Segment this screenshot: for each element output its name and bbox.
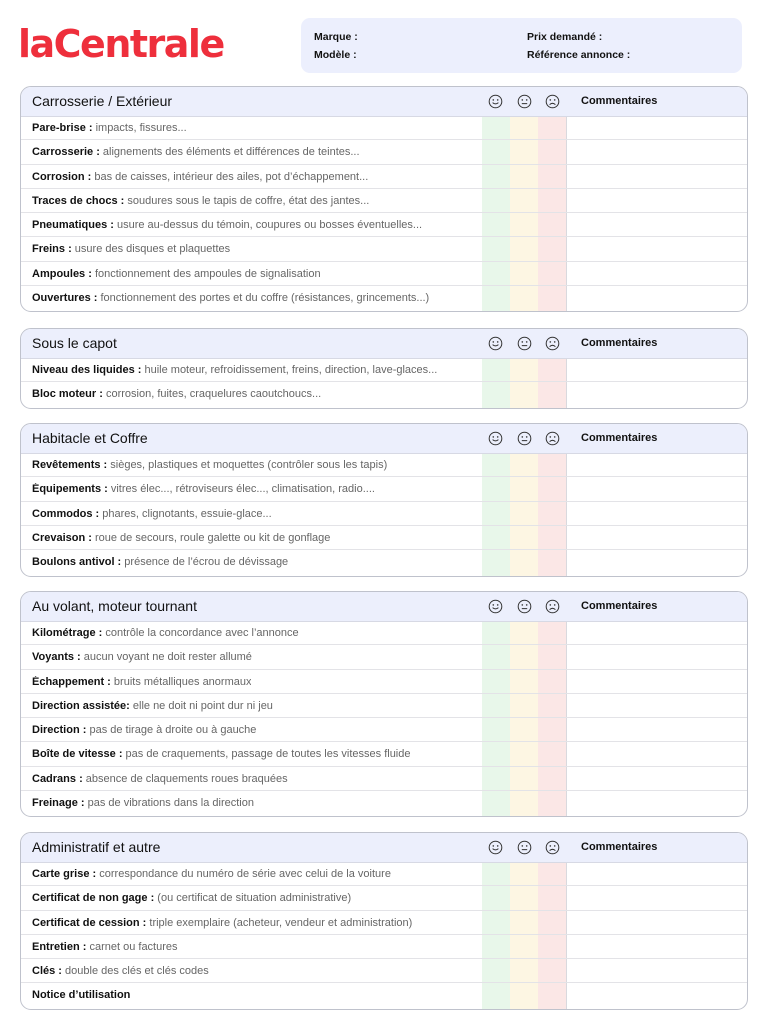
item-description: pas de vibrations dans la direction: [84, 797, 254, 810]
section-3: [20, 591, 748, 817]
item-description: soudures sous le tapis de coffre, état des jantes...: [124, 194, 370, 207]
checklist-row: [21, 911, 747, 935]
item-description: sièges, plastiques et moquettes (contrôler sous les tapis): [107, 459, 388, 471]
checklist-row: [21, 862, 747, 886]
checklist-item-text: [32, 965, 209, 977]
comment-cell[interactable]: [570, 742, 739, 765]
checklist-row: [21, 935, 747, 959]
item-label: Carrosserie :: [32, 146, 100, 159]
item-description: usure des disques et plaquettes: [71, 243, 231, 256]
checklist-row: [21, 189, 747, 213]
item-label: Freinage :: [32, 797, 85, 810]
item-label: Carte grise :: [32, 868, 97, 880]
checklist-item-text: [32, 388, 321, 400]
section-title: Habitacle et Coffre: [32, 430, 148, 446]
item-description: fonctionnement des portes et du coffre (résistances, grincements...): [97, 292, 430, 305]
checklist-row: [21, 767, 747, 791]
checklist-item-text: [32, 459, 387, 471]
comment-cell[interactable]: [570, 453, 739, 476]
item-description: (ou certificat de situation administrative): [154, 892, 352, 905]
checklist-row: [21, 382, 747, 406]
neutral-face-icon: [517, 94, 532, 109]
checklist-row: [21, 286, 747, 310]
item-label: Freins :: [32, 243, 72, 256]
checklist-row: [21, 165, 747, 189]
checklist-item-text: [32, 292, 429, 304]
checklist-item-text: [32, 892, 351, 904]
comment-cell[interactable]: [570, 791, 739, 815]
item-label: Kilométrage :: [32, 627, 103, 639]
item-description: phares, clignotants, essuie-glace...: [99, 507, 272, 520]
checklist-item-text: [32, 676, 251, 688]
item-label: Voyants :: [32, 651, 81, 664]
checklist-item-text: [32, 797, 254, 809]
la-centrale-logo: laCentrale: [18, 22, 224, 66]
checklist-rows: [21, 358, 747, 407]
item-label: Entretien :: [32, 940, 87, 953]
item-description: pas de craquements, passage de toutes les vitesses fluide: [122, 748, 411, 761]
item-label: Notice d’utilisation: [32, 989, 131, 1002]
smile-icon: [488, 336, 503, 351]
comment-cell[interactable]: [570, 502, 739, 525]
item-label: Pneumatiques :: [32, 219, 114, 232]
comment-cell[interactable]: [570, 140, 739, 163]
comment-cell[interactable]: [570, 886, 739, 909]
checklist-row: [21, 670, 747, 694]
neutral-face-icon: [517, 336, 532, 351]
comment-cell[interactable]: [570, 862, 739, 885]
frown-icon: [545, 599, 560, 614]
smile-icon: [488, 94, 503, 109]
checklist-row: [21, 116, 747, 140]
comments-column-label: Commentaires: [581, 600, 658, 612]
item-label: Certificat de cession :: [32, 916, 147, 929]
comment-cell[interactable]: [570, 694, 739, 717]
comment-cell[interactable]: [570, 718, 739, 741]
checklist-row: [21, 645, 747, 669]
item-description: usure au-dessus du témoin, coupures ou bosses éventuelles...: [113, 219, 423, 232]
item-label: Clés :: [32, 965, 62, 978]
checklist-row: [21, 502, 747, 526]
item-label: Boîte de vitesse :: [32, 748, 123, 761]
item-label: Corrosion :: [32, 170, 92, 183]
section-title: Sous le capot: [32, 335, 117, 351]
comments-column-label: Commentaires: [581, 432, 658, 444]
item-label: Direction :: [32, 724, 87, 737]
item-description: huile moteur, refroidissement, freins, direction, lave-glaces...: [141, 364, 438, 376]
comment-cell[interactable]: [570, 767, 739, 790]
checklist-item-text: [32, 651, 252, 663]
checklist-item-text: [32, 989, 130, 1001]
comment-cell[interactable]: [570, 477, 739, 500]
checklist-row: [21, 477, 747, 501]
item-label: Revêtements :: [32, 459, 108, 471]
checklist-item-text: [32, 483, 375, 495]
checklist-item-text: [32, 171, 368, 183]
comment-cell[interactable]: [570, 358, 739, 381]
checklist-row: [21, 140, 747, 164]
checklist-row: [21, 262, 747, 286]
checklist-item-text: [32, 508, 272, 520]
checklist-row: [21, 358, 747, 382]
checklist-row: [21, 694, 747, 718]
checklist-item-text: [32, 941, 178, 953]
item-label: Direction assistée:: [32, 699, 130, 712]
comment-cell[interactable]: [570, 382, 739, 406]
section-header: [21, 87, 747, 117]
comment-cell[interactable]: [570, 116, 739, 139]
checklist-row: [21, 718, 747, 742]
item-description: présence de l’écrou de dévissage: [121, 556, 289, 569]
comment-cell[interactable]: [570, 935, 739, 958]
frown-icon: [545, 431, 560, 446]
checklist-item-text: [32, 868, 391, 880]
section-header: [21, 592, 747, 622]
neutral-face-icon: [517, 599, 532, 614]
checklist-row: [21, 526, 747, 550]
checklist-row: [21, 621, 747, 645]
checklist-row: [21, 237, 747, 261]
comment-cell[interactable]: [570, 189, 739, 212]
frown-icon: [545, 840, 560, 855]
checklist-row: [21, 742, 747, 766]
checklist-item-text: [32, 773, 288, 785]
checklist-item-text: [32, 364, 437, 376]
comments-column-label: Commentaires: [581, 337, 658, 349]
item-description: corrosion, fuites, craquelures caoutchoucs...: [102, 388, 322, 401]
item-label: Ouvertures :: [32, 292, 98, 305]
section-header: [21, 833, 747, 863]
comments-column-label: Commentaires: [581, 95, 658, 107]
vehicle-info-box: [301, 18, 742, 73]
item-description: alignements des éléments et différences de teintes...: [99, 146, 360, 159]
checklist-item-text: [32, 146, 360, 158]
item-label: Bloc moteur :: [32, 388, 103, 401]
modele-label: Modèle :: [314, 49, 357, 61]
item-description: contrôle la concordance avec l’annonce: [102, 627, 299, 639]
item-description: impacts, fissures...: [92, 122, 187, 134]
item-description: absence de claquements roues braquées: [82, 772, 288, 785]
checklist-item-text: [32, 917, 412, 929]
frown-icon: [545, 336, 560, 351]
comment-cell[interactable]: [570, 670, 739, 693]
checklist-rows: [21, 116, 747, 310]
item-description: bas de caisses, intérieur des ailes, pot d’échappement...: [91, 170, 369, 183]
section-header: [21, 424, 747, 454]
item-description: aucun voyant ne doit rester allumé: [80, 651, 252, 664]
item-label: Échappement :: [32, 675, 111, 688]
reference-label: Référence annonce :: [527, 49, 631, 61]
item-label: Crevaison :: [32, 531, 92, 544]
prix-label: Prix demandé :: [527, 31, 603, 43]
comment-cell[interactable]: [570, 550, 739, 574]
smile-icon: [488, 599, 503, 614]
section-1: [20, 328, 748, 409]
checklist-item-text: [32, 556, 288, 568]
checklist-item-text: [32, 195, 369, 207]
checklist-row: [21, 959, 747, 983]
comment-cell[interactable]: [570, 286, 739, 310]
checklist-item-text: [32, 268, 321, 280]
checklist-item-text: [32, 243, 230, 255]
item-description: triple exemplaire (acheteur, vendeur et administration): [146, 916, 413, 929]
comment-cell[interactable]: [570, 262, 739, 285]
frown-icon: [545, 94, 560, 109]
smile-icon: [488, 840, 503, 855]
comment-cell[interactable]: [570, 983, 739, 1007]
section-title: Au volant, moteur tournant: [32, 598, 197, 614]
checklist-row: [21, 791, 747, 815]
item-description: correspondance du numéro de série avec celui de la voiture: [96, 868, 391, 880]
checklist-rows: [21, 862, 747, 1008]
item-description: double des clés et clés codes: [61, 965, 209, 978]
checklist-item-text: [32, 627, 299, 639]
neutral-face-icon: [517, 431, 532, 446]
neutral-face-icon: [517, 840, 532, 855]
item-label: Boulons antivol :: [32, 556, 122, 569]
smile-icon: [488, 431, 503, 446]
checklist-item-text: [32, 219, 422, 231]
checklist-row: [21, 550, 747, 574]
item-label: Certificat de non gage :: [32, 892, 155, 905]
section-4: [20, 832, 748, 1010]
item-label: Équipements :: [32, 483, 108, 496]
checklist-row: [21, 886, 747, 910]
section-header: [21, 329, 747, 359]
item-description: pas de tirage à droite ou à gauche: [86, 724, 257, 737]
checklist-item-text: [32, 724, 256, 736]
item-label: Commodos :: [32, 507, 100, 520]
item-description: bruits métalliques anormaux: [110, 675, 252, 688]
comment-cell[interactable]: [570, 165, 739, 188]
section-2: [20, 423, 748, 577]
checklist-item-text: [32, 748, 411, 760]
checklist-rows: [21, 621, 747, 815]
item-label: Niveau des liquides :: [32, 364, 142, 376]
comment-cell[interactable]: [570, 645, 739, 668]
checklist-row: [21, 453, 747, 477]
checklist-item-text: [32, 532, 330, 544]
comment-cell[interactable]: [570, 959, 739, 982]
checklist-row: [21, 213, 747, 237]
comment-cell[interactable]: [570, 911, 739, 934]
checklist-rows: [21, 453, 747, 574]
comment-cell[interactable]: [570, 526, 739, 549]
item-description: roue de secours, roule galette ou kit de gonflage: [91, 531, 331, 544]
checklist-item-text: [32, 122, 187, 134]
checklist-item-text: [32, 700, 273, 712]
comment-cell[interactable]: [570, 237, 739, 260]
comment-cell[interactable]: [570, 213, 739, 236]
comment-cell[interactable]: [570, 621, 739, 644]
checklist-row: [21, 983, 747, 1007]
comments-column-label: Commentaires: [581, 841, 658, 853]
item-label: Traces de chocs :: [32, 194, 125, 207]
item-label: Cadrans :: [32, 772, 83, 785]
item-label: Ampoules :: [32, 267, 92, 280]
section-title: Carrosserie / Extérieur: [32, 93, 173, 109]
marque-label: Marque :: [314, 31, 358, 43]
item-description: elle ne doit ni point dur ni jeu: [129, 699, 273, 712]
item-description: vitres élec..., rétroviseurs élec..., climatisation, radio....: [107, 483, 375, 496]
item-label: Pare-brise :: [32, 122, 93, 134]
section-title: Administratif et autre: [32, 839, 161, 855]
section-0: [20, 86, 748, 312]
item-description: fonctionnement des ampoules de signalisation: [91, 267, 321, 280]
item-description: carnet ou factures: [86, 940, 178, 953]
